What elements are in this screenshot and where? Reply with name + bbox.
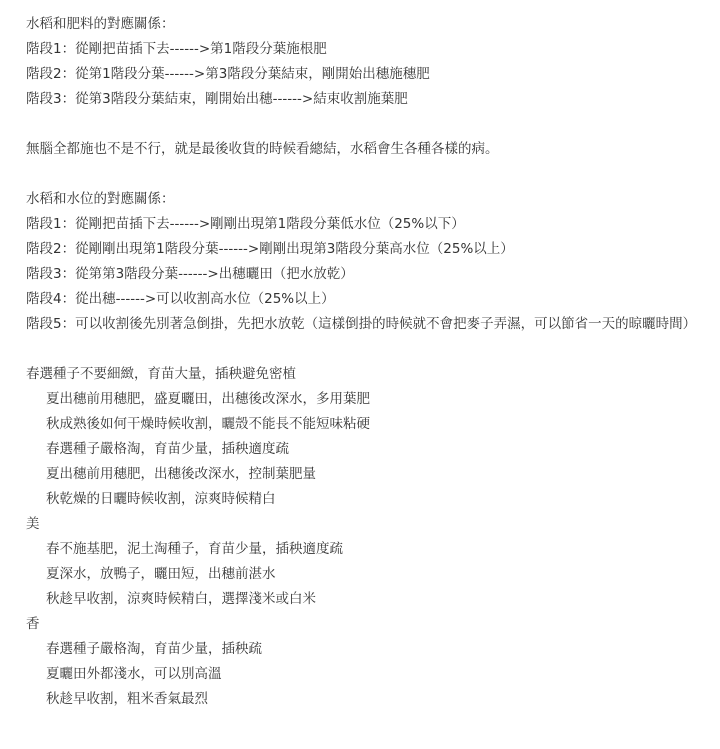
spacer	[26, 162, 716, 187]
fertilizer-stage-1: 階段1：從剛把苗插下去------>第1階段分葉施根肥	[26, 41, 327, 57]
tips-item: 春不施基肥，泥土淘種子，育苗少量，插秧適度疏	[46, 541, 343, 557]
fertilizer-stage-2: 階段2：從第1階段分葉------>第3階段分葉結束，剛開始出穗施穗肥	[26, 66, 430, 82]
tips-label-mei: 美	[26, 516, 40, 532]
spacer	[26, 337, 716, 362]
tips-item: 夏出穗前用穗肥，盛夏曬田，出穗後改深水，多用葉肥	[46, 391, 370, 407]
tips-intro: 春選種子不要細緻，育苗大量，插秧避免密植	[26, 366, 296, 382]
water-stage-2: 階段2：從剛剛出現第1階段分葉------>剛剛出現第3階段分葉高水位（25%以上）	[26, 241, 514, 257]
tips-label-xiang: 香	[26, 616, 40, 632]
water-stage-4: 階段4：從出穗------>可以收割高水位（25%以上）	[26, 291, 335, 307]
tips-item: 秋成熟後如何干燥時候收割，曬殼不能長不能短味粘硬	[46, 416, 370, 432]
spacer	[26, 112, 716, 137]
water-stage-1: 階段1：從剛把苗插下去------>剛剛出現第1階段分葉低水位（25%以下）	[26, 216, 465, 232]
water-heading: 水稻和水位的對應關係：	[26, 191, 175, 207]
tips-item: 夏深水，放鴨子，曬田短，出穗前湛水	[46, 566, 276, 582]
tips-item: 夏出穗前用穗肥，出穗後改深水，控制葉肥量	[46, 466, 316, 482]
tips-item: 秋趁早收割，粗米香氣最烈	[46, 691, 208, 707]
water-stage-3: 階段3：從第第3階段分葉------>出穗曬田（把水放乾）	[26, 266, 354, 282]
tips-item: 春選種子嚴格淘，育苗少量，插秧疏	[46, 641, 262, 657]
document-body	[26, 12, 716, 712]
fertilizer-stage-3: 階段3：從第3階段分葉結束，剛開始出穗------>結束收割施葉肥	[26, 91, 408, 107]
water-stage-5: 階段5：可以收割後先別著急倒掛，先把水放乾（這樣倒掛的時候就不會把麥子弄濕，可以節省一天的晾曬時間）	[26, 316, 697, 332]
fertilizer-note: 無腦全都施也不是不行，就是最後收貨的時候看總結，水稻會生各種各樣的病。	[26, 141, 499, 157]
tips-item: 春選種子嚴格淘，育苗少量，插秧適度疏	[46, 441, 289, 457]
tips-item: 秋趁早收割，涼爽時候精白，選擇淺米或白米	[46, 591, 316, 607]
tips-item: 夏曬田外都淺水，可以別高溫	[46, 666, 222, 682]
fertilizer-heading: 水稻和肥料的對應關係：	[26, 16, 175, 32]
tips-item: 秋乾燥的日曬時候收割，涼爽時候精白	[46, 491, 276, 507]
